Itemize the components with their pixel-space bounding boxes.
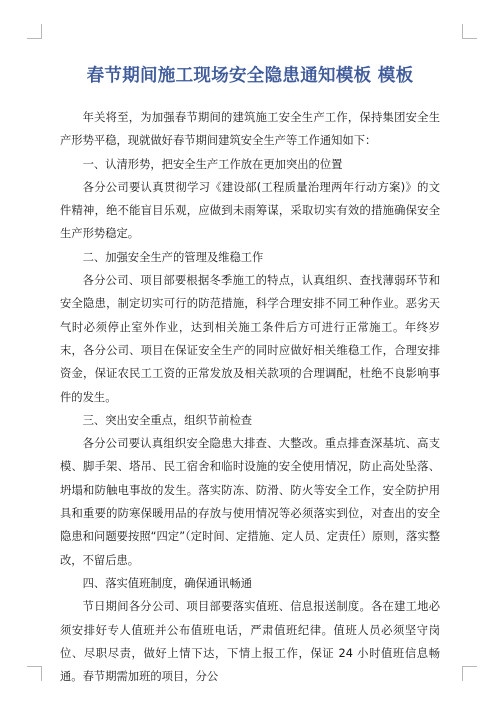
section-paragraph-4: 节日期间各分公司、项目部要落实值班、信息报送制度。各在建工地必须安排好专人值班并公布值班电话，严肃值班纪律。值班人员必须坚守岗位、尽职尽责，做好上情下达，下情上报工作，保证 24 小时值班信息畅通。春节期需加班的项目，分公 bbox=[60, 600, 440, 684]
section-paragraph-1: 各分公司要认真贯彻学习《建设部(工程质量治理两年行动方案)》的文件精神，绝不能盲目乐观，应做到未雨筹谋，采取切实有效的措施确保安全生产形势稳定。 bbox=[60, 180, 440, 241]
crop-mark-top-right bbox=[462, 24, 477, 39]
document-title: 春节期间施工现场安全隐患通知模板 模板 bbox=[86, 66, 414, 86]
crop-mark-bottom-left bbox=[27, 666, 42, 681]
section-paragraph-3: 各分公司要认真组织安全隐患大排查、大整改。重点排查深基坑、高支模、脚手架、塔吊、民工宿舍和临时设施的安全使用情况，防止高处坠落、坍塌和防触电事故的发生。落实防冻、防滑、防火等安全工作，安全防护用具和重要的防寒保暖用品的存放与使用情况等必须落实到位，对查出的安全隐患和问题要按照“四定”（定时间、定措施、定人员、定责任）原则，落实整改，不留后患。 bbox=[60, 437, 440, 567]
section-heading-2: 二、加强安全生产的管理及维稳工作 bbox=[82, 250, 264, 264]
intro-paragraph: 年关将至，为加强春节期间的建筑施工安全生产工作，保持集团安全生产形势平稳，现就做好春节期间建筑安全生产等工作通知如下： bbox=[60, 111, 440, 148]
crop-mark-bottom-right bbox=[462, 666, 477, 681]
section-heading-1: 一、认清形势，把安全生产工作放在更加突出的位置 bbox=[82, 157, 343, 171]
document-body bbox=[60, 106, 440, 688]
section-paragraph-2: 各分公司、项目部要根据冬季施工的特点，认真组织、查找薄弱环节和安全隐患，制定切实可行的防范措施，科学合理安排不同工种作业。恶劣天气时必须停止室外作业，达到相关施工条件后方可进行正常施工。年终岁末，各分公司、项目在保证安全生产的同时应做好相关维稳工作，合理安排资金，保证农民工工资的正常发放及相关款项的合理调配，杜绝不良影响事件的发生。 bbox=[60, 274, 440, 404]
section-heading-4: 四、落实值班制度，确保通讯畅通 bbox=[82, 576, 253, 590]
crop-mark-top-left bbox=[27, 24, 42, 39]
section-heading-3: 三、突出安全重点，组织节前检查 bbox=[82, 413, 253, 427]
